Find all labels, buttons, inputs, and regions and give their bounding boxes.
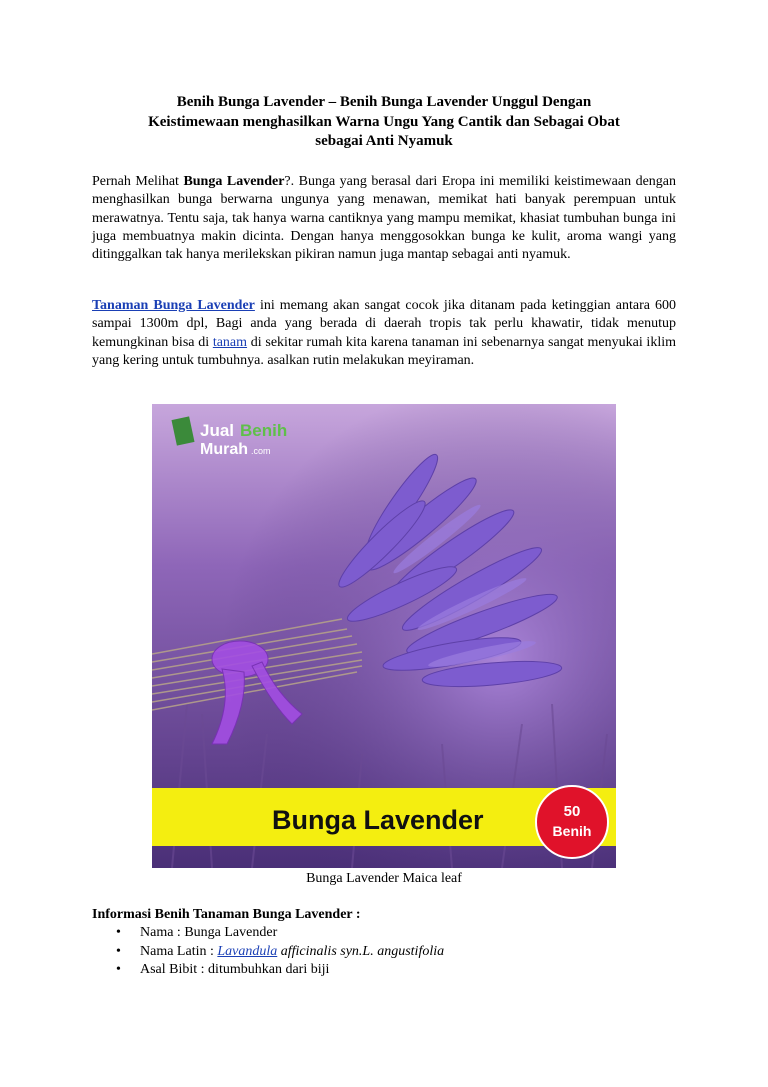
intro-body: ?. Bunga yang berasal dari Eropa ini memiliki keistimewaan dengan menghasilkan bunga berwarna ungunya yang menawan, memikat hati banyak perempuan untuk merawatnya. Tentu saja, tak hanya warna cantiknya yang mampu memikat, khasiat tumbuhan bunga ini juga membuatnya makin dicinta. Dengan hanya menggosokkan bunga ke kulit, aroma wangi yang ditinggalkan tak hanya merilekskan pikiran namun juga mantap sebagai anti nyamuk.: [92, 174, 676, 263]
logo-word-murah: Murah: [200, 441, 248, 458]
info-item-latin-rest: afficinalis syn.L. angustifolia: [277, 943, 445, 959]
page-title: [92, 93, 676, 152]
intro-bold-term: Bunga Lavender: [183, 174, 285, 189]
lavender-product-image: [152, 404, 616, 868]
banner-title: Bunga Lavender: [272, 805, 484, 835]
info-list: [92, 924, 444, 980]
quantity-badge: [536, 786, 608, 858]
list-item: [92, 943, 444, 962]
list-item: [92, 924, 444, 943]
bullet-icon: •: [116, 962, 121, 977]
logo-word-jual: Jual: [200, 421, 235, 440]
planting-end: di sekitar rumah kita karena tanaman ini sebenarnya sangat menyukai iklim yang kering untuk tumbuhnya. asalkan rutin melakukan meyiraman.: [92, 334, 676, 368]
info-item-latin-prefix: Nama Latin :: [140, 943, 218, 959]
bullet-icon: •: [116, 925, 121, 940]
info-item-origin: Asal Bibit : ditumbuhkan dari biji: [140, 962, 330, 977]
title-line-1: Benih Bunga Lavender – Benih Bunga Lavender Unggul Dengan: [176, 94, 592, 110]
info-item-name: Nama : Bunga Lavender: [140, 925, 278, 940]
intro-prefix: Pernah Melihat: [92, 174, 184, 189]
image-caption: Bunga Lavender Maica leaf: [306, 871, 462, 886]
badge-label: Benih: [552, 823, 592, 839]
lavandula-link[interactable]: Lavandula: [217, 943, 278, 959]
tanaman-lavender-link[interactable]: Tanaman Bunga Lavender: [92, 298, 255, 313]
title-line-3: sebagai Anti Nyamuk: [315, 133, 453, 149]
info-heading: Informasi Benih Tanaman Bunga Lavender :: [92, 907, 361, 922]
logo-suffix: .com: [251, 446, 271, 456]
planting-paragraph: [92, 297, 676, 370]
title-line-2: Keistimewaan menghasilkan Warna Ungu Yang Cantik dan Sebagai Obat: [148, 113, 620, 130]
planting-body: ini memang akan sangat cocok jika ditanam pada ketinggian antara 600 sampai 1300m dpl, Bagi anda yang berada di daerah tropis tak perlu khawatir, tidak menutup kemungkinan bisa di: [92, 298, 677, 350]
bullet-icon: •: [116, 943, 121, 959]
lavender-photo: [152, 404, 616, 868]
list-item: [92, 961, 444, 980]
tanam-link[interactable]: tanam: [212, 334, 248, 350]
badge-number: 50: [563, 803, 581, 820]
logo-word-benih: Benih: [240, 421, 288, 440]
intro-paragraph: [92, 173, 676, 264]
